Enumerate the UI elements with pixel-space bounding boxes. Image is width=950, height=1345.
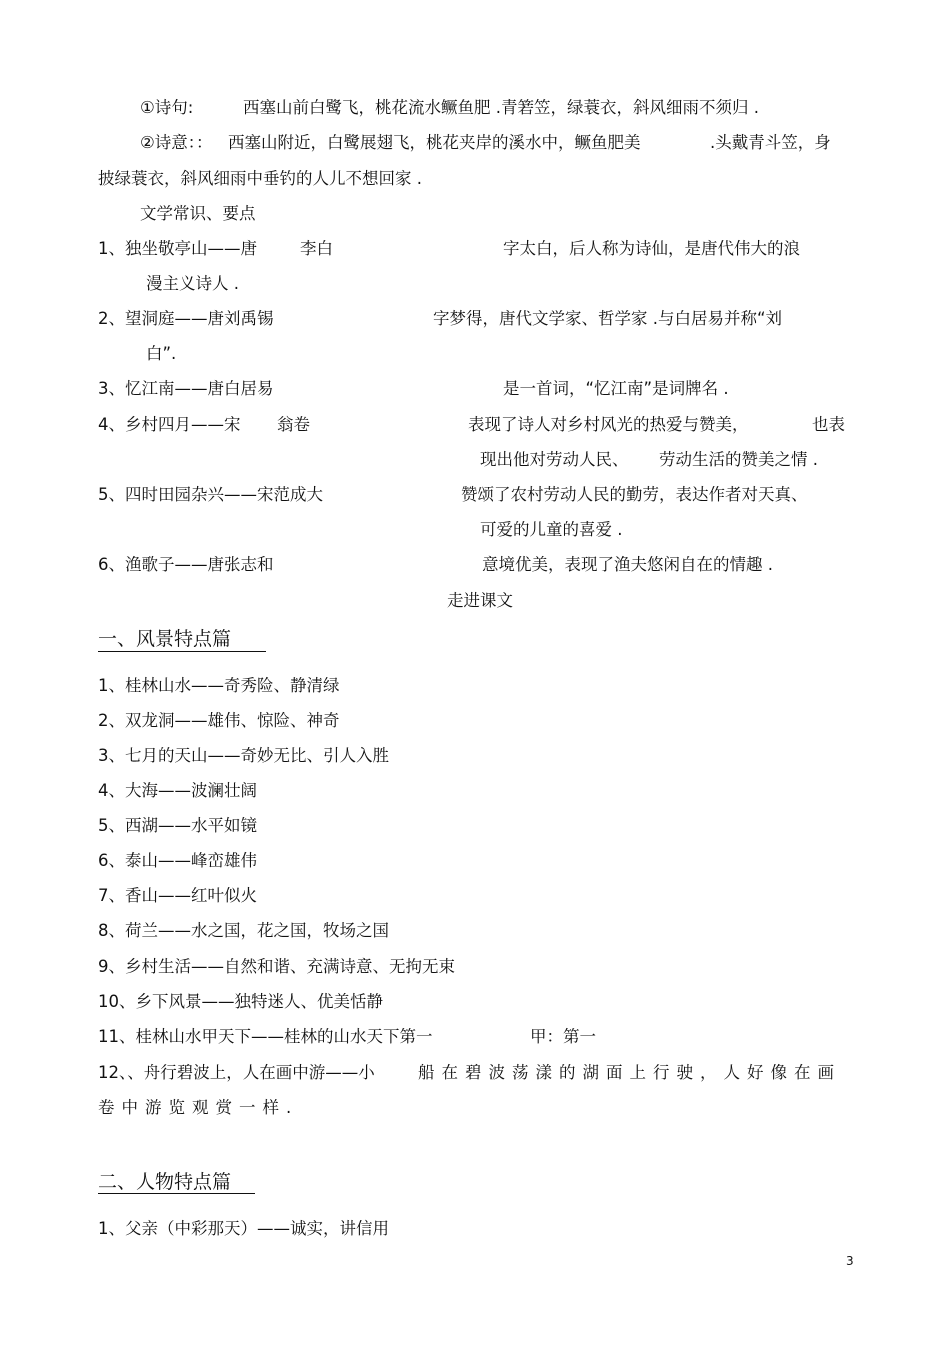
section-heading-underline <box>98 651 266 652</box>
list-item: 1、桂林山水——奇秀险、静清绿 <box>98 676 340 695</box>
knowledge-item-author: 翁卷 <box>277 415 310 434</box>
list-item: 9、乡村生活——自然和谐、充满诗意、无拘无束 <box>98 957 455 976</box>
list-item: 1、父亲（中彩那天）——诚实，讲信用 <box>98 1219 389 1238</box>
list-item-note: 甲：第一 <box>530 1027 596 1046</box>
list-item: 3、七月的天山——奇妙无比、引人入胜 <box>98 746 389 765</box>
verse-label: ①诗句: <box>140 98 194 117</box>
knowledge-item-note: 是一首词，“忆江南”是词牌名 . <box>503 379 729 398</box>
list-item: 12、、舟行碧波上，人在画中游——小 <box>98 1063 375 1082</box>
section-heading-underline <box>98 1193 255 1194</box>
knowledge-heading: 文学常识、要点 <box>140 204 256 223</box>
knowledge-item-note: 赞颂了农村劳动人民的勤劳，表达作者对天真、 <box>461 485 808 504</box>
list-item: 7、香山——红叶似火 <box>98 886 257 905</box>
knowledge-item-note: 表现了诗人对乡村风光的热爱与赞美， <box>468 415 749 434</box>
knowledge-item-note: 字梦得，唐代文学家、哲学家 .与白居易并称“刘 <box>433 309 783 328</box>
list-item: 8、荷兰——水之国，花之国，牧场之国 <box>98 921 389 940</box>
knowledge-item-title: 5、四时田园杂兴——宋范成大 <box>98 485 323 504</box>
knowledge-item-title: 2、望洞庭——唐刘禹锡 <box>98 309 274 328</box>
knowledge-item-note-cont-b: 劳动生活的赞美之情 . <box>659 450 818 469</box>
meaning-label: ②诗意：： <box>140 133 213 152</box>
meaning-line-2: 披绿蓑衣，斜风细雨中垂钓的人儿不想回家 . <box>98 169 422 188</box>
section-heading: 一、风景特点篇 <box>98 628 232 650</box>
list-item: 2、双龙洞——雄伟、惊险、神奇 <box>98 711 340 730</box>
list-item: 4、大海——波澜壮阔 <box>98 781 257 800</box>
knowledge-item-author: 李白 <box>300 239 333 258</box>
knowledge-item-title: 6、渔歌子——唐张志和 <box>98 555 274 574</box>
list-item: 11、桂林山水甲天下——桂林的山水天下第一 <box>98 1027 433 1046</box>
center-title: 走进课文 <box>447 591 513 610</box>
meaning-text: 西塞山附近，白鹭展翅飞，桃花夹岸的溪水中，鳜鱼肥美 <box>228 133 641 152</box>
knowledge-item-title: 4、乡村四月——宋 <box>98 415 241 434</box>
knowledge-item-note: 意境优美，表现了渔夫悠闲自在的情趣 . <box>482 555 773 574</box>
knowledge-item-note-cont: 漫主义诗人 . <box>146 274 239 293</box>
knowledge-item-title: 1、独坐敬亭山——唐 <box>98 239 257 258</box>
list-item: 10、乡下风景——独特迷人、优美恬静 <box>98 992 383 1011</box>
knowledge-item-note-cont: 现出他对劳动人民、 <box>480 450 629 469</box>
knowledge-item-note-cont: 白”. <box>146 344 177 363</box>
knowledge-item-title: 3、忆江南——唐白居易 <box>98 379 274 398</box>
list-item-cont: 船在碧波荡漾的湖面上行驶，人好像在画 <box>418 1063 841 1082</box>
knowledge-item-note-cont: 可爱的儿童的喜爱 . <box>480 520 623 539</box>
meaning-text-2: .头戴青斗笠，身 <box>710 133 831 152</box>
knowledge-item-note: 字太白，后人称为诗仙，是唐代伟大的浪 <box>503 239 800 258</box>
verse-text: 西塞山前白鹭飞，桃花流水鳜鱼肥 .青箬笠，绿蓑衣，斜风细雨不须归 . <box>243 98 759 117</box>
list-item: 5、西湖——水平如镜 <box>98 816 257 835</box>
list-item: 6、泰山——峰峦雄伟 <box>98 851 257 870</box>
section-heading: 二、人物特点篇 <box>98 1171 232 1193</box>
knowledge-item-note-b: 也表 <box>812 415 845 434</box>
list-item-cont: 卷中游览观赏一样. <box>98 1098 299 1117</box>
page-number: 3 <box>846 1254 854 1268</box>
